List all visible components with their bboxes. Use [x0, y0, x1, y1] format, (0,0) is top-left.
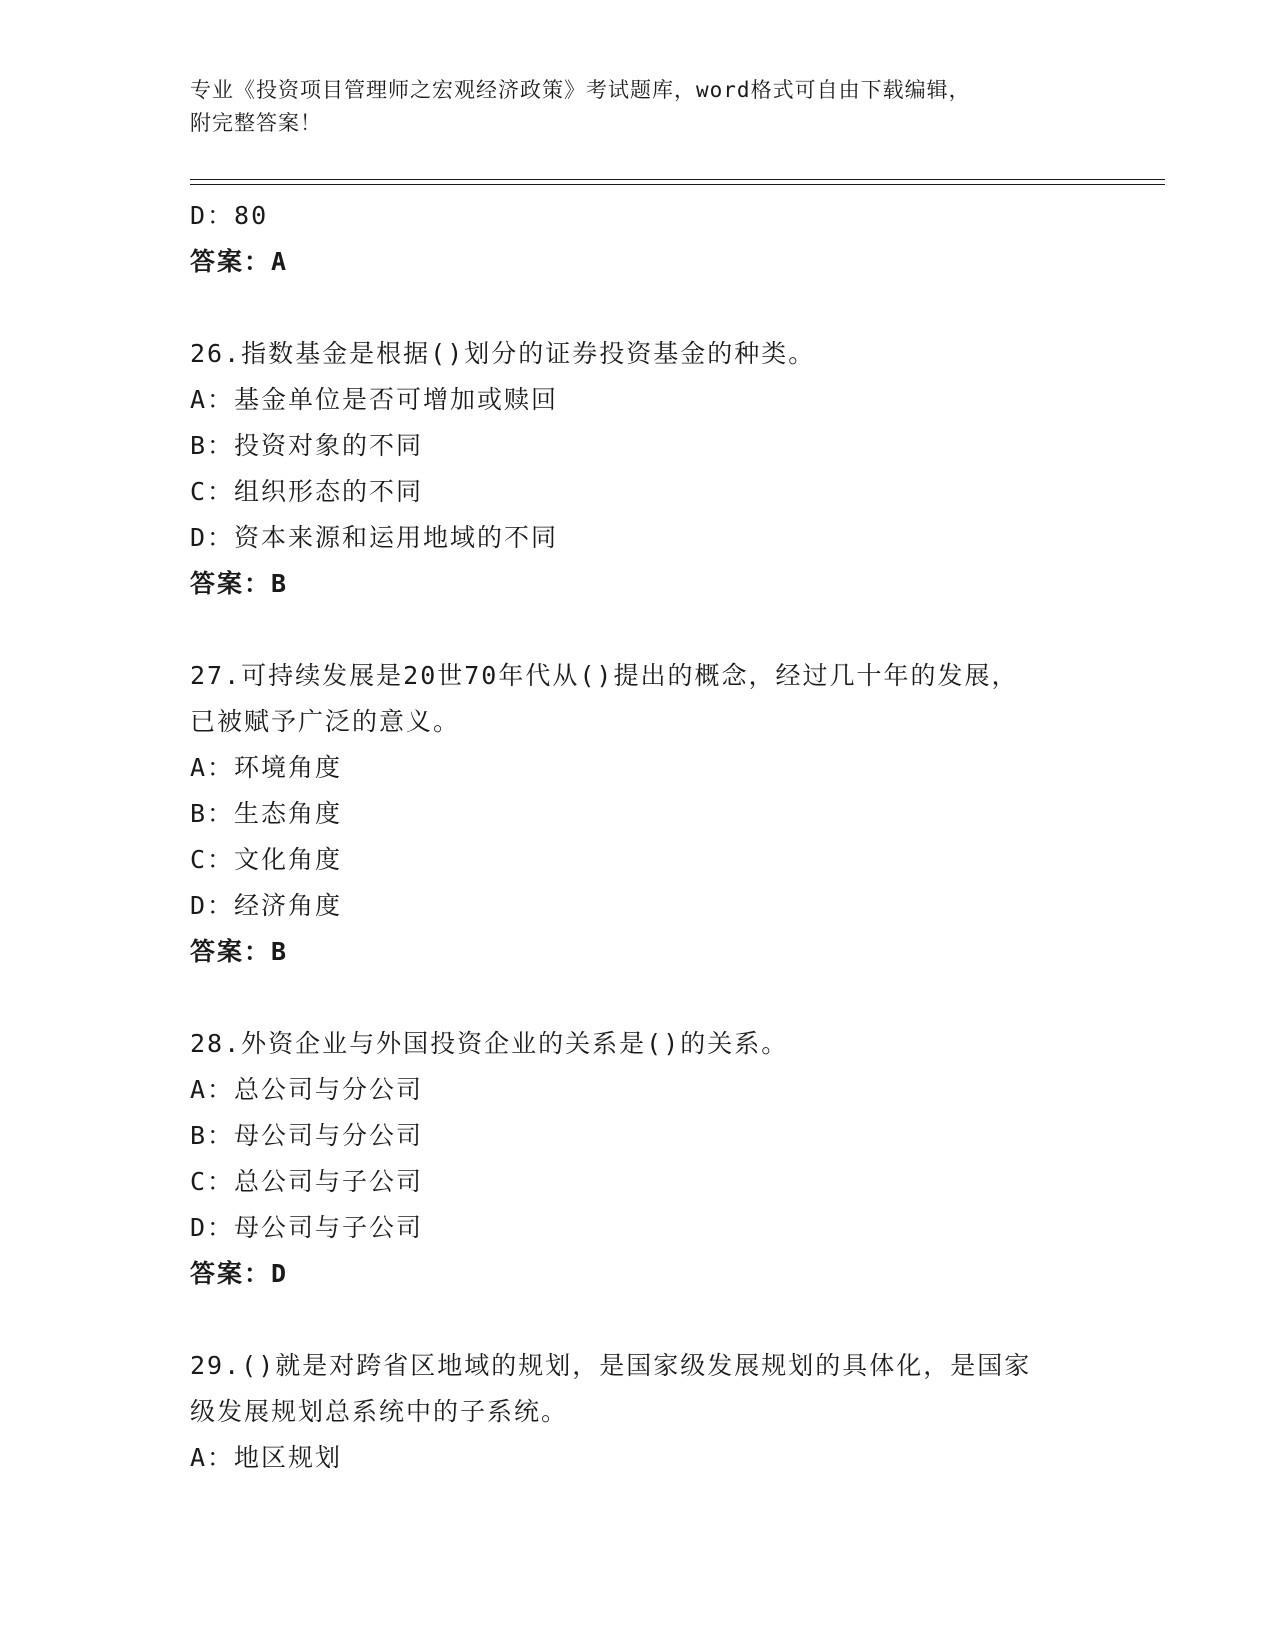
document-header [190, 74, 1070, 140]
option-d: D：经济角度 [190, 891, 343, 920]
option-a: A：总公司与分公司 [190, 1075, 424, 1104]
option-a: A：地区规划 [190, 1443, 343, 1472]
spacer [190, 975, 1090, 1021]
question-stem: 26.指数基金是根据()划分的证券投资基金的种类。 [190, 339, 816, 368]
option-c: C：组织形态的不同 [190, 477, 424, 506]
option-a: A：环境角度 [190, 753, 343, 782]
answer-line: 答案：B [190, 937, 289, 966]
question-list [190, 193, 1090, 1481]
question-stem: 29.()就是对跨省区地域的规划，是国家级发展规划的具体化，是国家 [190, 1351, 1032, 1380]
question-stem-continued: 已被赋予广泛的意义。 [190, 707, 461, 736]
header-divider-bottom [190, 184, 1165, 185]
answer-line: 答案：D [190, 1259, 289, 1288]
option-b: B：母公司与分公司 [190, 1121, 424, 1150]
option-d: D：母公司与子公司 [190, 1213, 424, 1242]
option-b: B：生态角度 [190, 799, 343, 828]
header-line-1: 专业《投资项目管理师之宏观经济政策》考试题库，word格式可自由下载编辑， [190, 78, 971, 102]
question-stem: 28.外资企业与外国投资企业的关系是()的关系。 [190, 1029, 789, 1058]
spacer [190, 1297, 1090, 1343]
option-c: C：总公司与子公司 [190, 1167, 424, 1196]
option-a: A：基金单位是否可增加或赎回 [190, 385, 559, 414]
option-d: D：资本来源和运用地域的不同 [190, 523, 559, 552]
header-line-2: 附完整答案！ [190, 111, 322, 135]
option-d: D：80 [190, 201, 269, 230]
spacer [190, 607, 1090, 653]
question-stem: 27.可持续发展是20世70年代从()提出的概念，经过几十年的发展， [190, 661, 1019, 690]
answer-line: 答案：A [190, 247, 289, 276]
answer-line: 答案：B [190, 569, 289, 598]
option-c: C：文化角度 [190, 845, 343, 874]
option-b: B：投资对象的不同 [190, 431, 424, 460]
header-divider-top [190, 179, 1165, 180]
question-stem-continued: 级发展规划总系统中的子系统。 [190, 1397, 569, 1426]
spacer [190, 285, 1090, 331]
